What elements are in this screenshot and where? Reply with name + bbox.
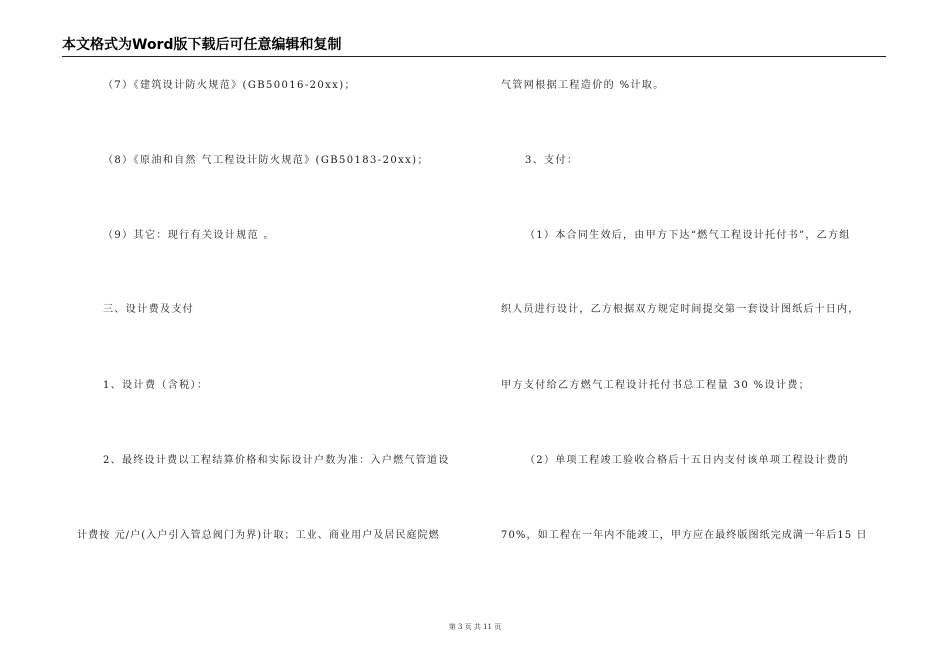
left-line-7: 计费按 元/户(入户引入管总阀门为界)计取；工业、商业用户及居民庭院燃	[77, 530, 440, 541]
left-line-6: 2、最终设计费以工程结算价格和实际设计户数为准：入户燃气管道设	[103, 455, 450, 466]
page-header	[62, 36, 886, 57]
header-title: 本文格式为Word版下载后可任意编辑和复制	[62, 37, 342, 53]
left-line-1: （7）《建筑设计防火规范》(GB50016-20xx)；	[103, 80, 356, 91]
left-line-5: 1、设计费（含税）：	[103, 380, 209, 391]
left-line-3: （9）其它：现行有关设计规范 。	[103, 230, 275, 241]
right-line-6: （2）单项工程竣工验收合格后十五日内支付该单项工程设计费的	[525, 455, 850, 466]
right-line-1: 气管网根据工程造价的 %计取。	[501, 80, 665, 91]
page-footer: 第 3 页 共 11 页	[448, 623, 502, 631]
right-line-7: 70%，如工程在一年内不能竣工，甲方应在最终版图纸完成满一年后15 日	[501, 530, 868, 541]
left-line-4: 三、设计费及支付	[103, 304, 195, 315]
right-line-2: 3、支付：	[525, 155, 579, 166]
right-line-3: （1）本合同生效后，由甲方下达“燃气工程设计托付书”，乙方组	[525, 230, 851, 241]
left-line-2: （8）《原油和自然 气工程设计防火规范》(GB50183-20xx)；	[103, 155, 429, 166]
right-line-5: 甲方支付给乙方燃气工程设计托付书总工程量 30 %设计费；	[501, 380, 811, 391]
right-line-4: 织人员进行设计，乙方根据双方规定时间提交第一套设计图纸后十日内，	[501, 304, 860, 315]
